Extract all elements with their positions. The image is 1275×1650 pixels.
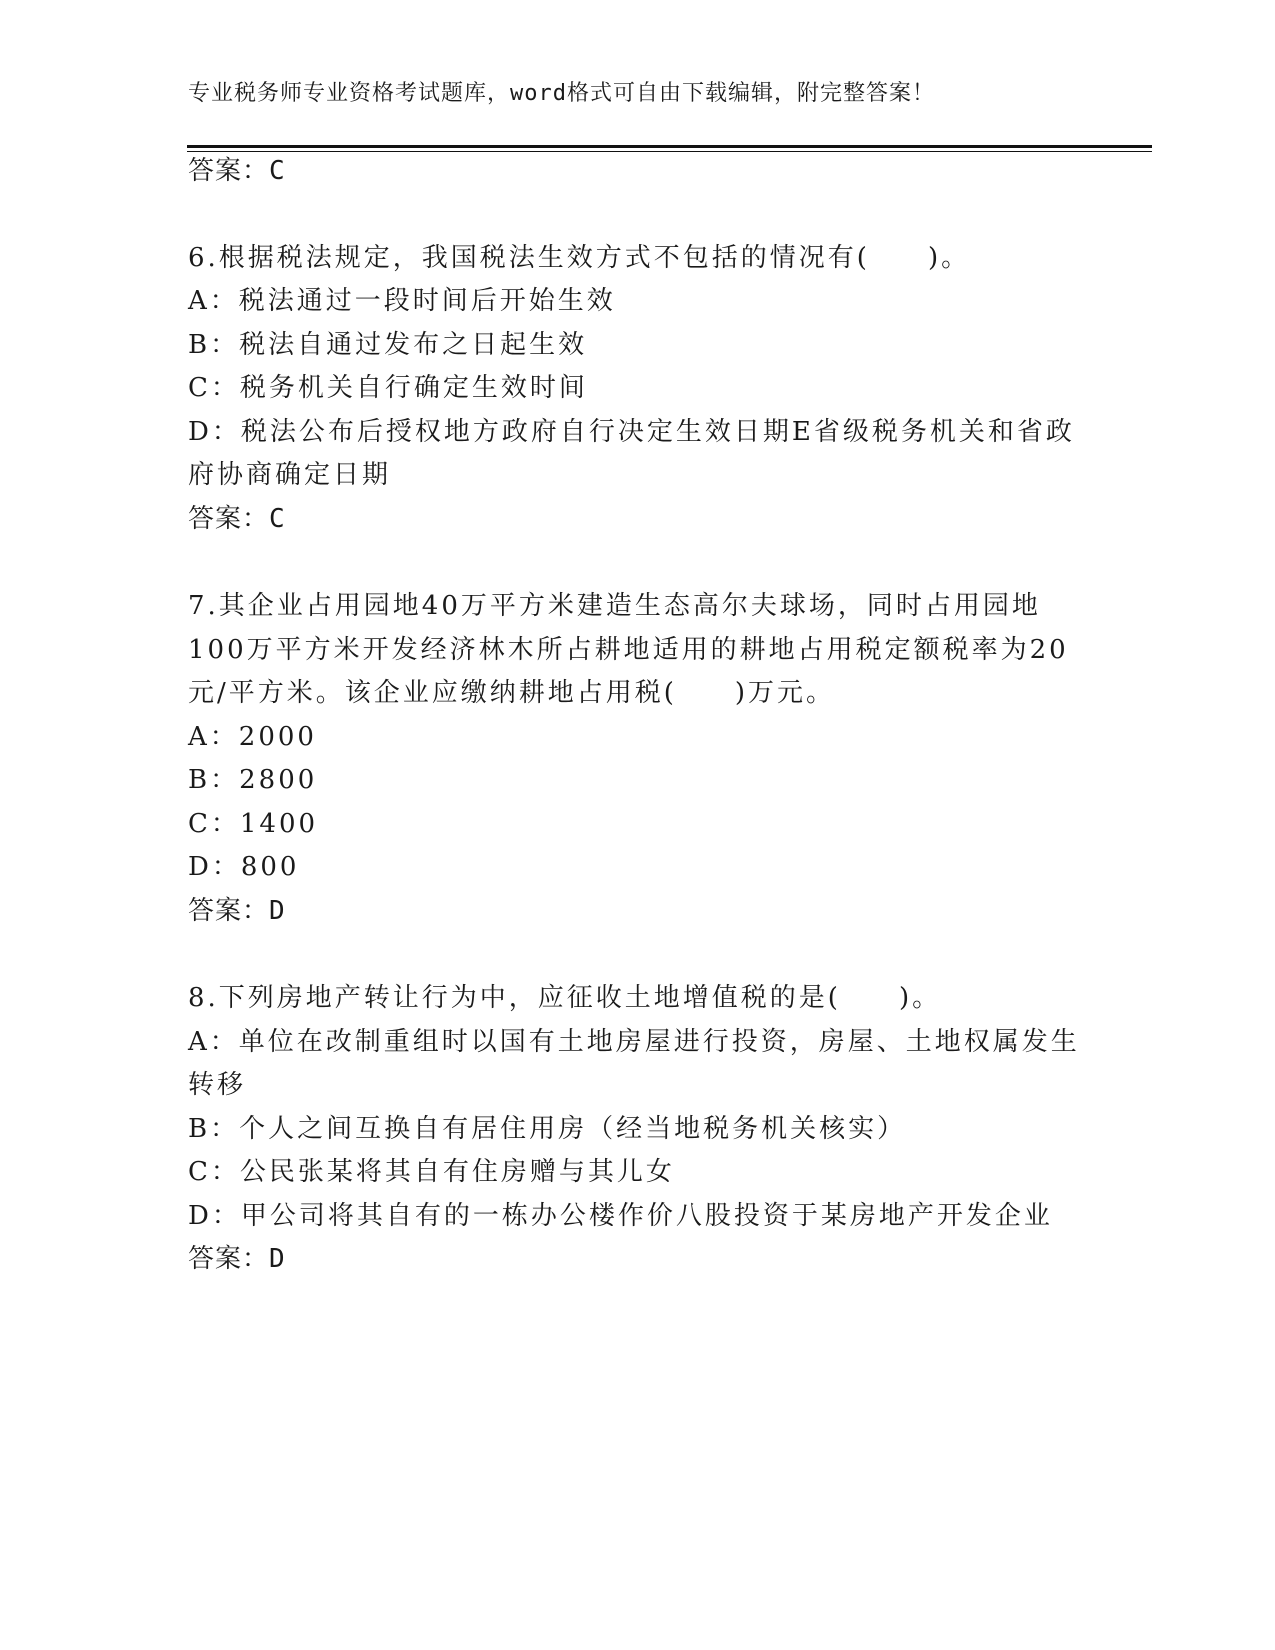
option-d: D：800 xyxy=(188,852,300,882)
header-rule-thin xyxy=(187,151,1152,152)
answer-line xyxy=(188,1241,286,1277)
question-text-line-3: 元/平方米。该企业应缴纳耕地占用税( )万元。 xyxy=(188,678,836,708)
option-d: D：税法公布后授权地方政府自行决定生效日期E省级税务机关和省政 xyxy=(188,417,1075,447)
option-b: B：个人之间互换自有居住用房（经当地税务机关核实） xyxy=(188,1114,907,1144)
answer-label: 答案： xyxy=(188,896,270,926)
option-c: C：1400 xyxy=(188,809,319,839)
header-rule xyxy=(187,145,1152,148)
answer-label: 答案： xyxy=(188,504,270,534)
option-b: B：2800 xyxy=(188,765,318,795)
question-text: 7.其企业占用园地40万平方米建造生态高尔夫球场，同时占用园地 xyxy=(188,591,1041,621)
answer-label: 答案： xyxy=(188,156,270,186)
answer-line xyxy=(188,153,286,189)
answer-label: 答案： xyxy=(188,1244,270,1274)
option-a-continued: 转移 xyxy=(188,1070,247,1100)
option-c: C：税务机关自行确定生效时间 xyxy=(188,373,588,403)
answer-line xyxy=(188,893,286,929)
option-d: D：甲公司将其自有的一栋办公楼作价八股投资于某房地产开发企业 xyxy=(188,1201,1053,1231)
answer-value: D xyxy=(269,896,286,926)
option-a: A：单位在改制重组时以国有土地房屋进行投资，房屋、土地权属发生 xyxy=(188,1027,1080,1057)
option-d-continued: 府协商确定日期 xyxy=(188,460,392,490)
answer-line xyxy=(188,501,286,537)
question-text: 6.根据税法规定，我国税法生效方式不包括的情况有( )。 xyxy=(188,243,971,273)
question-text: 8.下列房地产转让行为中，应征收土地增值税的是( )。 xyxy=(188,983,942,1013)
answer-value: D xyxy=(269,1244,286,1274)
answer-value: C xyxy=(269,504,286,534)
page-header: 专业税务师专业资格考试题库，word格式可自由下载编辑，附完整答案！ xyxy=(188,81,935,106)
option-a: A：税法通过一段时间后开始生效 xyxy=(188,286,616,316)
option-c: C：公民张某将其自有住房赠与其儿女 xyxy=(188,1157,675,1187)
option-b: B：税法自通过发布之日起生效 xyxy=(188,330,588,360)
answer-value: C xyxy=(269,156,286,186)
option-a: A：2000 xyxy=(188,722,317,752)
question-text-line-2: 100万平方米开发经济林木所占耕地适用的耕地占用税定额税率为20 xyxy=(188,635,1069,665)
